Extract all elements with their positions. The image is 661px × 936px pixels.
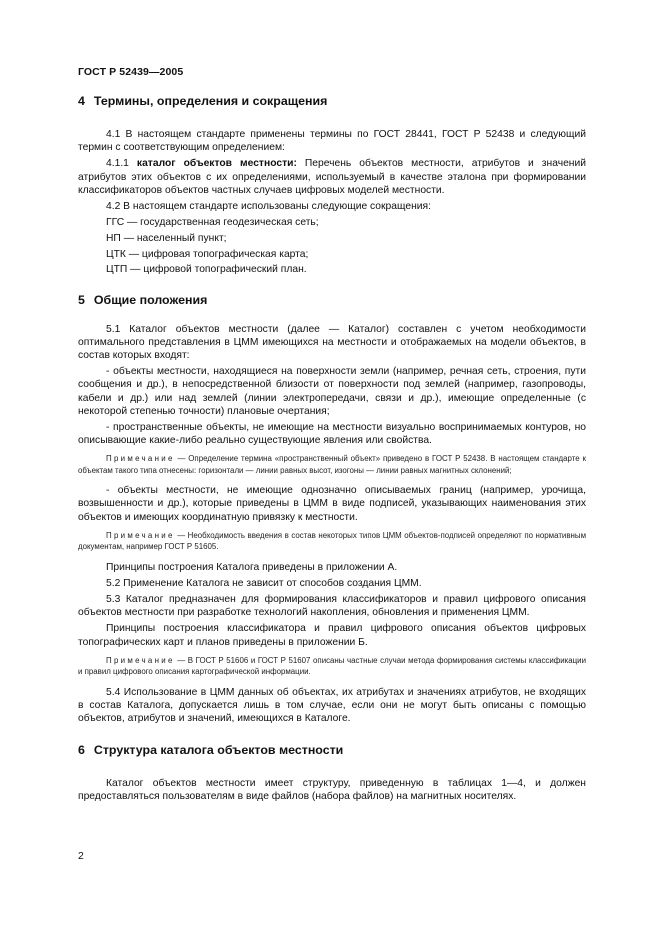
note-label: Примечание [106,530,175,540]
section-4-heading [78,94,586,108]
paragraph-4-1: 4.1 В настоящем стандарте применены термины по ГОСТ 28441, ГОСТ Р 52438 и следующий термин с соответствующим определением: [78,129,586,154]
section-number: 5 [78,292,85,307]
paragraph-4-2: 4.2 В настоящем стандарте использованы следующие сокращения: [106,201,431,213]
section-title: Структура каталога объектов местности [93,743,344,758]
list-item: - пространственные объекты, не имеющие на местности визуально воспринимаемых контуров, но описывающие какие-либо реально существующие явления или свойства. [78,421,586,447]
abbreviation-item: ЦТК — цифровая топографическая карта; [106,248,309,260]
note-text: — В ГОСТ Р 51606 и ГОСТ Р 51607 описаны частные случаи метода формирования системы классификации и правил цифрового описания картографической информации. [78,655,586,677]
section-5-heading [78,293,586,307]
note-text: — Определение термина «пространственный объект» приведено в ГОСТ Р 52438. В настоящем стандарте к объектам такого типа отнесены: горизонтали — линии равных высот, изогоны — линии равных магнитных склонений; [78,454,586,475]
paragraph-4-1-1 [78,157,586,197]
note [78,655,586,678]
section-title: Общие положения [93,292,208,307]
abbreviation-item: ЦТП — цифровой топографический план. [106,264,307,276]
list-item: - объекты местности, находящиеся на поверхности земли (например, речная сеть, строения, пути сообщения и др.), в непосредственной близости от поверхности под землей (например, газопроводы, кабели и др.) или над землей (линии электропередачи, связи и др.), имеющие определенные (с некоторой степенью точности) плановые очертания; [78,366,586,417]
paragraph-5-4: 5.4 Использование в ЦММ данных об объектах, их атрибутах и значениях атрибутов, не входящих в состав Каталога, допускается лишь в том случае, если они не могут быть описаны с помощью объектов, атрибутов и значений, имеющихся в Каталоге. [78,686,586,725]
section-6-heading [78,743,586,757]
note-label: Примечание [106,655,175,665]
document-body [78,90,586,807]
section-number: 6 [78,743,85,758]
note [78,530,586,553]
note-label: Примечание [106,454,175,464]
paragraph-6: Каталог объектов местности имеет структуру, приведенную в таблицах 1—4, и должен предоставляться пользователям в виде файлов (набора файлов) на магнитных носителях. [78,778,586,803]
paragraph-5-2: 5.2 Применение Каталога не зависит от способов создания ЦММ. [106,577,422,589]
abbreviation-item: НП — населенный пункт; [106,232,227,244]
standard-header: ГОСТ Р 52439—2005 [78,66,184,78]
paragraph-5-3: 5.3 Каталог предназначен для формирования классификаторов и правил цифрового описания объектов местности при разработке технологий накопления, обновления и применения ЦММ. [78,594,586,619]
paragraph: Принципы построения классификатора и правил цифрового описания объектов цифровых топографических карт и планов приведены в приложении Б. [78,623,586,648]
list-item: - объекты местности, не имеющие однозначно описываемых границ (например, урочища, возвышенности и др.), которые приведены в ЦММ в виде подписей, указывающих наименования этих объектов и имеющих координатную привязку к местности. [78,485,586,523]
term: каталог объектов местности: [136,158,297,170]
term-definition: Перечень объектов местности, атрибутов и значений атрибутов этих объектов с их определениями, используемый в качестве эталона при формировании классификаторов объектов частных случаев цифровых моделей местности. [78,158,586,196]
page-number: 2 [78,850,84,862]
clause-number: 4.1.1 [106,158,137,170]
paragraph: Принципы построения Каталога приведены в приложении А. [106,561,398,573]
abbreviation-item: ГГС — государственная геодезическая сеть; [106,217,319,229]
section-number: 4 [78,94,85,108]
paragraph-5-1: 5.1 Каталог объектов местности (далее — Каталог) составлен с учетом необходимости оптимального представления в ЦММ имеющихся на местности и отображаемых на модели объектов, в состав которых входят: [78,323,586,361]
note [78,453,586,476]
note-text: — Необходимость введения в состав некоторых типов ЦММ объектов-подписей определяют по нормативным документам, например ГОСТ Р 51605. [78,530,586,552]
section-title: Термины, определения и сокращения [93,94,328,108]
